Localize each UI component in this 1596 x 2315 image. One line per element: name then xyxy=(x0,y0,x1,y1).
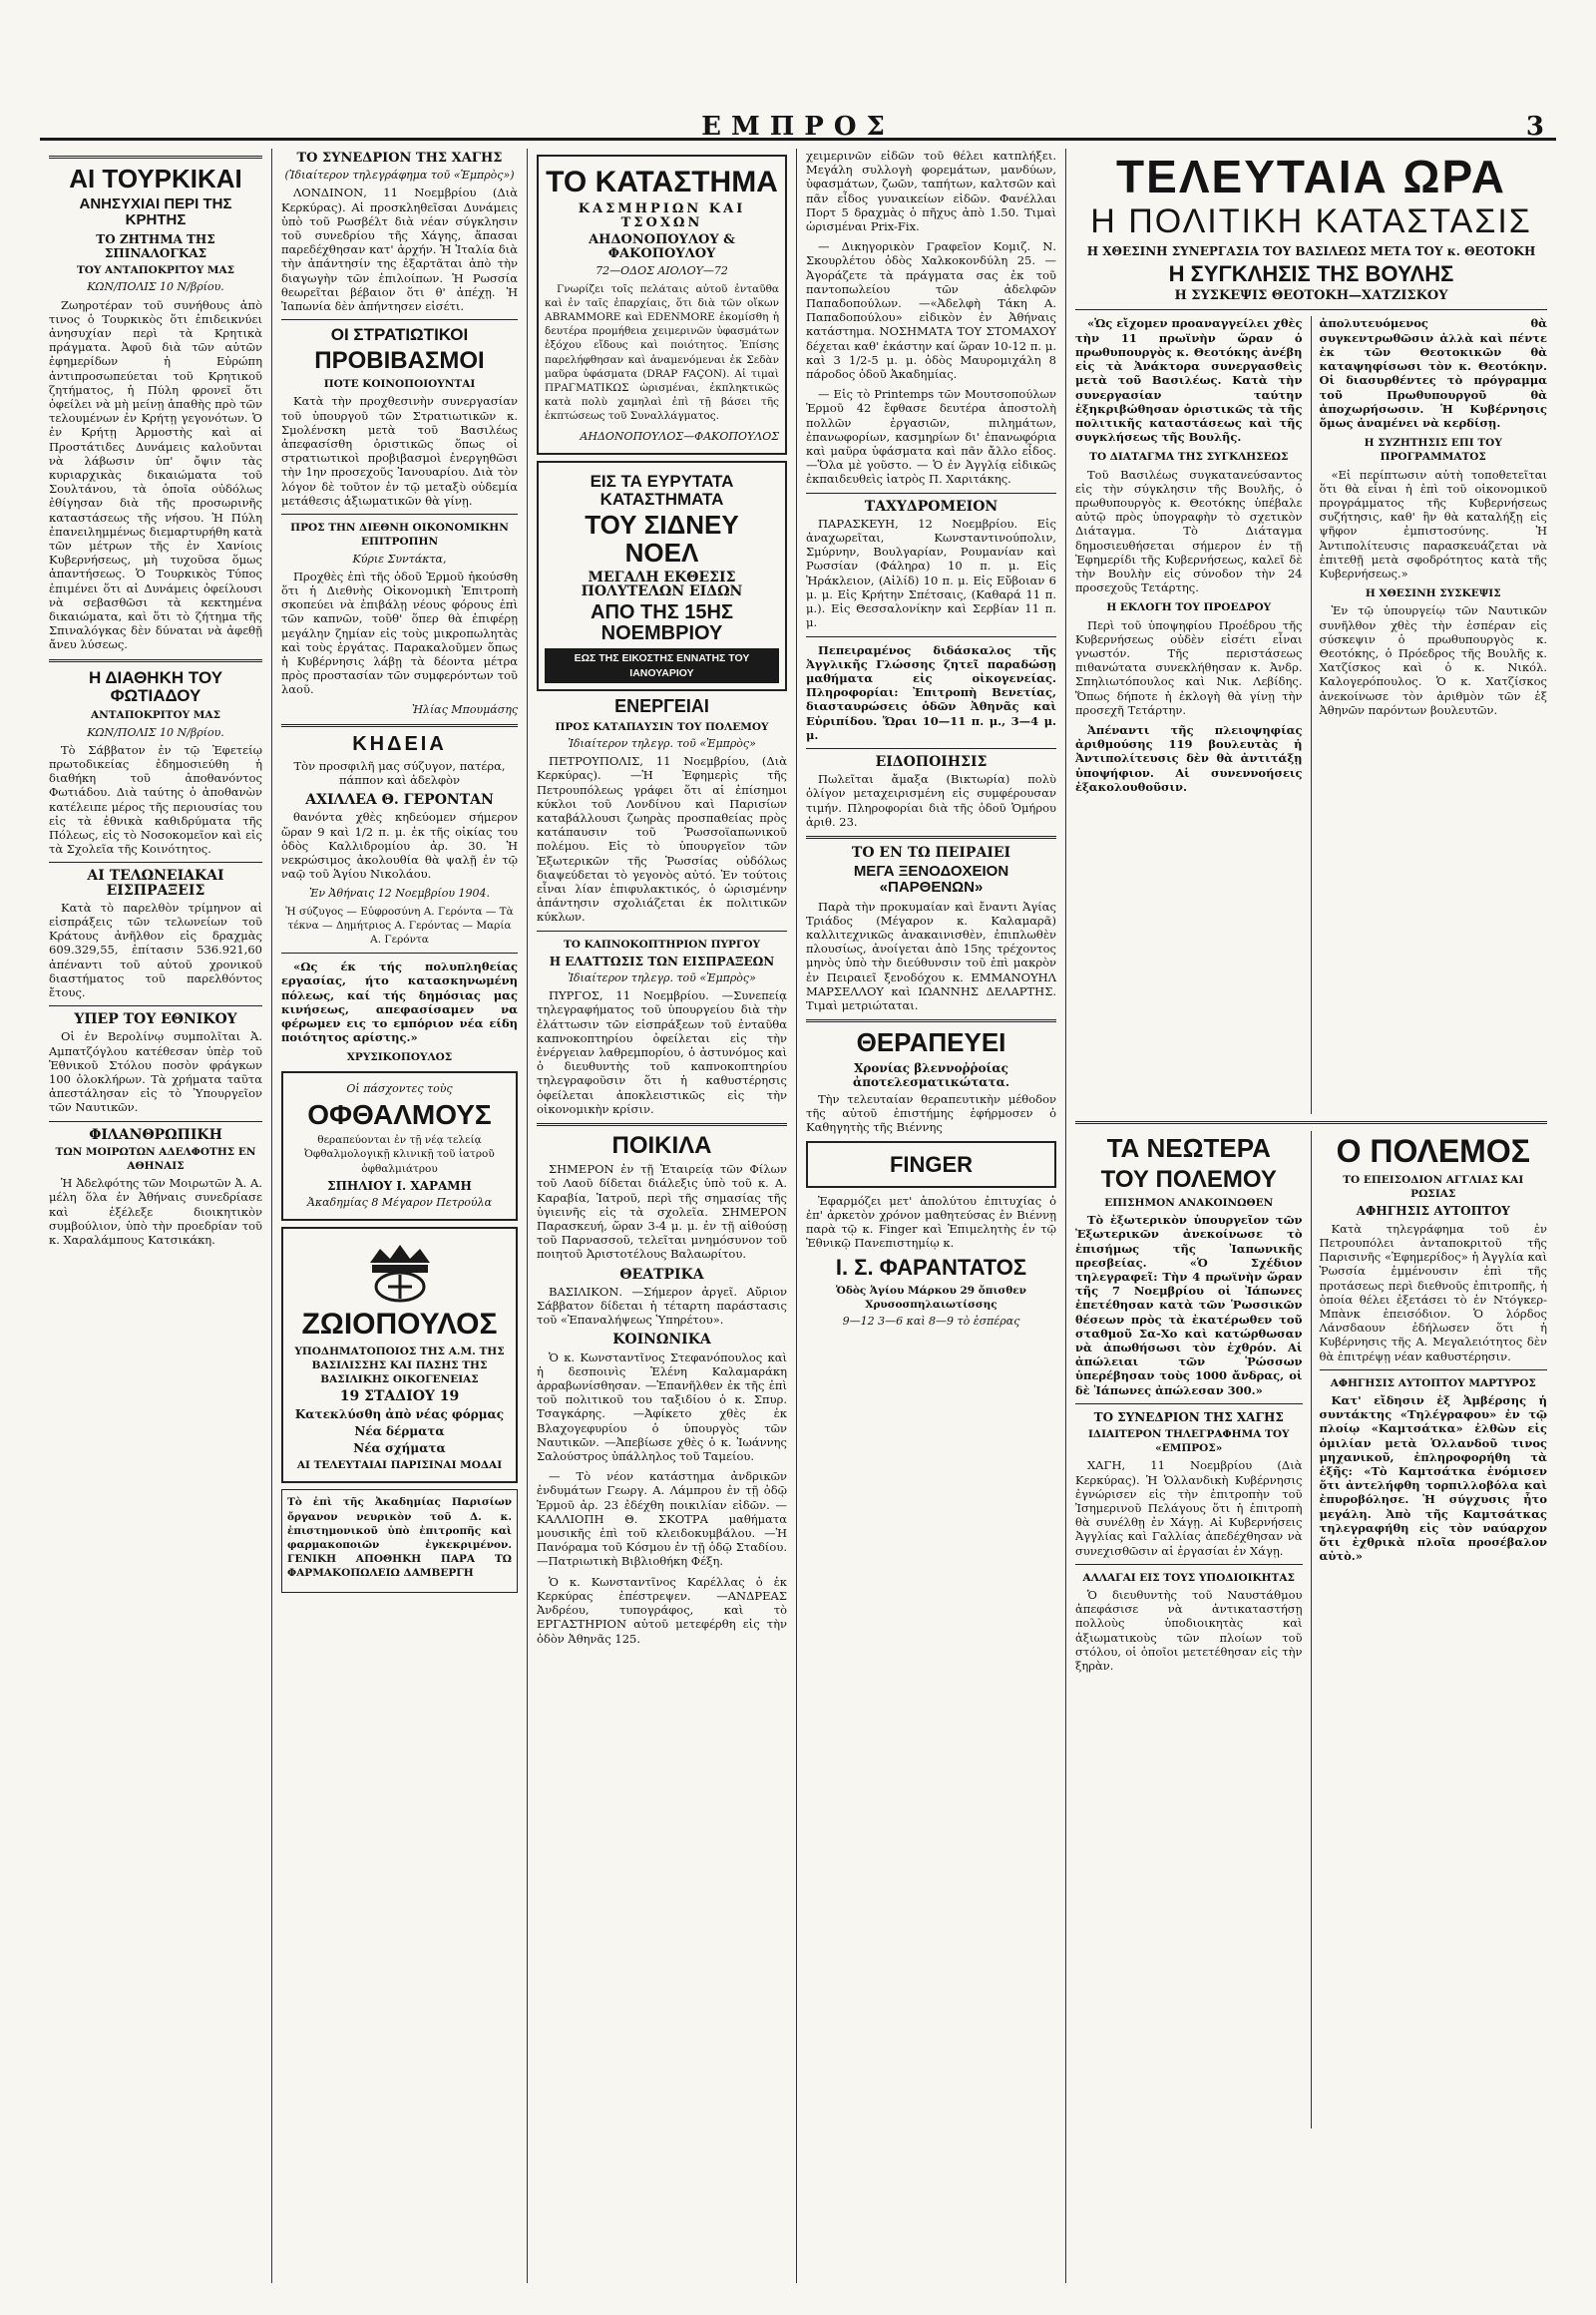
telegram-note: Ἰδιαίτερον τηλεγρ. τοῦ «Ἐμπρὸς» xyxy=(568,736,756,750)
headline-efforts: ΕΝΕΡΓΕΙΑΙ xyxy=(614,695,709,716)
advertisement-text: «Ως έκ τής πολυπληθείας εργασίας, ήτο κατασκηνωμένη πόλεως, καί τής δημόσιας μας κινήσεως, απεφασίσαμεν να φέρωμεν εις το εμπόριον νέα είδη ποιότητος αρίστης.» xyxy=(281,960,518,1045)
ad-signature: ΑΗΔΟΝΟΠΟΥΛΟΣ—ΦΑΚΟΠΟΥΛΟΣ xyxy=(580,429,779,443)
article-body: Κατὰ τὴν προχθεσινὴν συνεργασίαν τοῦ ὑπουργοῦ τῶν Στρατιωτικῶν κ. Σμολένσκη μετὰ τοῦ Βασιλέως ἀπεφασίσθη ὁριστικῶς ὅπως οἱ στρατιωτικοὶ προβιβασμοὶ ἐνεργηθῶσι τὴν 1ην προσεχοῦς Ἰανουαρίου. Διὰ τὸν λόγον δὲ τοῦτον ἐν τῷ μεταξὺ οὐδεμία μετάθεσις ἀξιωματικῶν θὰ γίνῃ. xyxy=(281,394,518,508)
divider xyxy=(281,953,518,954)
funeral-notice: θανόντα χθὲς κηδεύομεν σήμερον ὥραν 9 καὶ 1/2 π. μ. ἐκ τῆς οἰκίας του ὁδὸς Καλλιδρομίου ἀρ. 30. Ἡ νεκρώσιμος ἀκολουθία θὰ ψαλῇ ἐν τῷ ναῷ τοῦ Ἁγίου Νικολάου. xyxy=(281,810,518,882)
headline-national-fund: ΥΠΕΡ ΤΟΥ ΕΘΝΙΚΟΥ xyxy=(74,1011,237,1028)
ad-intro: Οἱ πάσχοντες τοὺς xyxy=(346,1081,453,1095)
article-body: «Ὡς εἴχομεν προαναγγείλει χθὲς τὴν 11 πρωϊνὴν ὥραν ὁ πρωθυπουργὸς κ. Θεοτόκης ἀνέβη εἰς τὰ Ἀνάκτορα συνεργασθεὶς μετὰ τοῦ Βασιλέως. Κατὰ τὴν συνεργασίαν ταύτην ἐξηκριβώθησαν ὁριστικῶς τὰ τῆς πολιτικῆς καταστάσεως καὶ τῆς συγκλήσεως τῆς Βουλῆς. xyxy=(1075,316,1303,445)
headline-miscellany: ΠΟΙΚΙΛΑ xyxy=(611,1132,712,1160)
ad-line: ΑΙ ΤΕΛΕΥΤΑΙΑΙ ΠΑΡΙΣΙΝΑΙ ΜΟΔΑΙ xyxy=(296,1459,503,1472)
telegram-note: (Ἰδιαίτερον τηλεγράφημα τοῦ «Ἐμπρὸς») xyxy=(284,169,515,183)
headline-program-debate: Η ΣΥΖΗΤΗΣΙΣ ΕΠΙ ΤΟΥ ΠΡΟΓΡΑΜΜΑΤΟΣ xyxy=(1364,437,1502,464)
headline-funeral: ΚΗΔΕΙΑ xyxy=(352,732,447,755)
ad-address: 72—ΟΔΟΣ ΑΙΟΛΟΥ—72 xyxy=(596,264,728,278)
advertiser-name: ΧΡΥΣΙΚΟΠΟΥΛΟΣ xyxy=(346,1051,453,1064)
headline-crete: ΑΝΗΣΥΧΙΑΙ ΠΕΡΙ ΤΗΣ ΚΡΗΤΗΣ xyxy=(79,195,232,229)
cashmere-store-ad xyxy=(537,155,787,455)
article-body: Ὁ κ. Κωνσταντῖνος Καρέλλας ὁ ἐκ Κερκύρας ἐπέστρεψεν. —ΑΝΔΡΕΑΣ Ἀνδρέου, τυπογράφος, καὶ τὸ ΕΡΓΑΣΤΗΡΙΟΝ αὐτοῦ μετεφέρθη εἰς τὴν ὁδὸν Ἀθηνᾶς 125. xyxy=(537,1574,787,1646)
article-body: Ζωηροτέραν τοῦ συνήθους ἀπὸ τινος ὁ Τουρκικὸς ὅτι ἐπιδεικνύει ἀνησυχίαν περὶ τὰ Κρητικὰ πράγματα. Ἀφοῦ διὰ τῶν αὐτῶν ἐφημερίδων ἡ Εὐρώπη ἀντιπροσωπεύεται τοῦ Κρητικοῦ ζητήματος, ἡ Πύλη φρονεῖ ὅτι ὀφείλει νὰ μὴ μείνῃ ἀπαθὴς πρὸ τῶν τελουμένων ἐν Κρήτῃ γεγονότων. Ὁ ἐν Κρήτῃ Ἀρμοστὴς καὶ αἱ Προστάτιδες Δυνάμεις καλοῦνται νὰ λάβωσιν ὑπ' ὄψιν τὰς κυριαρχικὰς δικαιώματα τοῦ Σουλτάνου, τὰ ὁποῖα οὐδόλως ἐθίγησαν διὰ τῆς προσωρινῆς καταστάσεως τῆς νήσου. Ἡ Πύλη ἐπανειλημμένως διεμαρτυρήθη κατὰ τῶν μέτρων τῆς ἐν Χανίοις Κυβερνήσεως, μὴ τυχοῦσα ὅμως ἀπαντήσεως. Ὁ Τουρκικὸς Τύπος ἐπιμένει ὅτι αἱ Δυνάμεις ὀφείλουσι νὰ σεβασθῶσι τὰ κεκτημένα δικαιώματα, καὶ ὅτι τὸ ζήτημα τῆς Σπιναλόγκας δὲν δύναται νὰ ἀφεθῇ ἄνευ λύσεως. xyxy=(49,297,262,652)
political-left xyxy=(1075,316,1312,1114)
headline-fotiades-will: Η ΔΙΑΘΗΚΗ ΤΟΥ ΦΩΤΙΑΔΟΥ xyxy=(88,667,223,705)
mourners-list: Ἡ σύζυγος — Εὐφροσύνη Α. Γερόντα — Τὰ τέκνα — Δημήτριος Α. Γερόντας — Μαρία Α. Γερόντα xyxy=(285,905,514,946)
byline: ΑΝΤΑΠΟΚΡΙΤΟΥ ΜΑΣ xyxy=(90,709,220,722)
ad-line: Κατεκλύσθη ἀπὸ νέας φόρμας xyxy=(294,1406,505,1421)
headline-hague-congress: ΤΟ ΣΥΝΕΔΡΙΟΝ ΤΗΣ ΧΑΓΗΣ xyxy=(296,151,503,166)
newspaper-title: ΕΜΠΡΟΣ xyxy=(701,112,895,142)
subheadline: ΤΩΝ ΜΟΙΡΩΤΩΝ ΑΔΕΛΦΟΤΗΣ ΕΝ ΑΘΗΝΑΙΣ xyxy=(55,1145,256,1173)
article-body: ΒΑΣΙΛΙΚΟΝ. —Σήμερον ἀργεῖ. Αὔριον Σάββατον δίδεται ἡ τέταρτη παράστασις τοῦ «Ἐπαναλήψεως Ὑπηρέτου». xyxy=(537,1284,787,1328)
subheadline: ΙΔΙΑΙΤΕΡΟΝ ΤΗΛΕΓΡΑΦΗΜΑ ΤΟΥ «ΕΜΠΡΟΣ» xyxy=(1088,1428,1290,1455)
headline-tobacco-pyrgos: ΤΟ ΚΑΠΝΟΚΟΠΤΗΡΙΟΝ ΠΥΡΓΟΥ xyxy=(563,938,761,951)
headline-philanthropic: ΦΙΛΑΝΘΡΩΠΙΚΗ xyxy=(89,1126,222,1143)
headline-president-election: Η ΕΚΛΟΓΗ ΤΟΥ ΠΡΟΕΔΡΟΥ xyxy=(1106,601,1272,614)
doctor-address: Ἀκαδημίας 8 Μέγαρον Πετρούλα xyxy=(306,1196,493,1209)
dateline: ΚΩΝ/ΠΟΛΙΣ 10 Ν/βρίου. xyxy=(87,725,224,739)
column-3 xyxy=(528,149,797,2283)
article-body: ΠΥΡΓΟΣ, 11 Νοεμβρίου. —Συνεπείᾳ τηλεγραφήματος τοῦ ὑπουργείου διὰ τὴν ἐλάττωσιν τῶν εἰσπράξεων τοῦ ἐνταῦθα καπνοκοπτηρίου ὀφείλεται εἰς τὴν ἐνέργειαν λαθρεμπορίου, ὁ ἀστυνόμος καὶ ὁ διευθυντὴς τοῦ καπνοκοπτηρίου τηλεγραφοῦσιν ὅτι ἡ καθυστέρησις ὀφείλεται ἀποκλειστικῶς εἰς τὴν οἰκονομικὴν κρίσιν. xyxy=(537,988,787,1116)
divider xyxy=(49,156,262,159)
article-body: Τοῦ Βασιλέως συγκατανεύσαντος εἰς τὴν σύγκλησιν τῆς Βουλῆς, ὁ πρωθυπουργὸς κ. Θεοτόκης ὑπέβαλε αὐτῷ πρὸς ὑπογραφὴν τὸ σχετικὸν Διάταγμα. Τὸ Διάταγμα δημοσιευθήσεται σήμερον ἐν τῇ Ἐφημερίδι τῆς Κυβερνήσεως, καλεῖ δὲ τὴν Βουλὴν εἰς σύνοδον τὴν 24 προσεχοῦς Τετάρτης. xyxy=(1075,467,1303,595)
article-body: Ἡ Ἀδελφότης τῶν Μοιρωτῶν Ἀ. Α. μέλη ὅλα ἐν Ἀθήναις συνεδρίασε καὶ ἐξέλεξε διοικητικὸν συμβούλιον, ὑπὸ τὴν προεδρίαν τοῦ κ. Χαραλάμπους Κατσικάκη. xyxy=(49,1176,262,1248)
ad-line: Νέα σχήματα xyxy=(353,1440,446,1455)
article-body: ΣΗΜΕΡΟΝ ἐν τῇ Ἑταιρείᾳ τῶν Φίλων τοῦ Λαοῦ δίδεται διάλεξις ὑπὸ τοῦ κ. Α. Καραβία, Ἰατροῦ, περὶ τῆς σημασίας τῆς ὑγιεινῆς εἰς τὰ σχολεῖα. ΣΗΜΕΡΟΝ Παρασκευή, ὥραν 3-4 μ. μ. ἐν τῇ αἰθούσῃ τοῦ Παρνασσοῦ, τελεῖται μνημόσυνον τοῦ ποιητοῦ Ἀριστοτέλους Βαλαωρίτου. xyxy=(537,1162,787,1262)
divider xyxy=(49,659,262,662)
divider xyxy=(806,1019,1056,1022)
article-body: Τὸ ἐξωτερικὸν ὑπουργεῖον τῶν Ἐξωτερικῶν ἀνεκοίνωσε τὸ ἐπισήμως τῆς Ἰαπωνικῆς πρεσβείας. «Ὁ Σχέδιον τηλεγραφεῖ: Τὴν 4 πρωϊνὴν ὥραν τῆς 7 Νοεμβρίου οἱ Ἰάπωνες ἐπετέθησαν κατὰ τῶν Ῥωσσικῶν θέσεων πρὸς τὰ ἐκατέρωθεν τοῦ σταθμοῦ Σα-Χο καὶ κατώρθωσαν νὰ ἀπωθήσωσι τὸν ἐχθρόν. Αἱ ἀπώλειαι τῶν Ῥώσσων ὑπερέβησαν τοὺς 1000 ἄνδρας, οἱ δὲ Ἰάπωνες ἀπώλεσαν 300.» xyxy=(1075,1213,1303,1397)
headline-cures: ΘΕΡΑΠΕΥΕΙ xyxy=(856,1027,1006,1058)
headline-customs-revenue: ΑΙ ΤΕΛΩΝΕΙΑΚΑΙ ΕΙΣΠΡΑΞΕΙΣ xyxy=(87,868,224,899)
ad-body: Γνωρίζει τοῖς πελάταις αὐτοῦ ἐνταῦθα καὶ ἐν ταῖς ἐπαρχίαις, ὅτι διὰ τῶν οἴκων ABRAMMORE καὶ EDENMORE ἐκομίσθη ἡ δευτέρα προμήθεια χειμερινῶν ὑφασμάτων ἐξόχου εἴδους καὶ ποιότητος. Ἐπίσης παρελήφθησαν καὶ ἀναμενόμεναι ἐκ Σεδὰν μαῦρα ὑφάσματα (DRAP FAÇON). Αἱ τιμαὶ ΠΡΑΓΜΑΤΙΚΩΣ ὡρισμέναι, ἐκπληκτικῶς κατὰ πολὺ χαμηλαὶ ἐπὶ τῇ βάσει τῆς ἐκπτώσεως τοῦ Συναλλάγματος. xyxy=(545,282,779,423)
divider xyxy=(806,748,1056,749)
divider xyxy=(1075,309,1547,310)
headline-last-hour: ΤΕΛΕΥΤΑΙΑ ΩΡΑ xyxy=(1116,151,1506,202)
deceased-name: ΑΧΙΛΛΕΑ Θ. ΓΕΡΟΝΤΑΝ xyxy=(305,792,494,809)
doctor-address: Ὁδὸς Ἁγίου Μάρκου 29 ὄπισθεν Χρυσοσπηλαιωτίσσης xyxy=(836,1284,1026,1311)
royal-crest-icon xyxy=(360,1241,440,1303)
headline-eyewitness: ΑΦΗΓΗΣΙΣ ΑΥΤΟΠΤΟΥ xyxy=(1356,1204,1510,1219)
war-right xyxy=(1312,1131,1548,2128)
professor-name: FINGER xyxy=(889,1151,974,1177)
divider xyxy=(806,493,1056,494)
subheadline: ΠΟΤΕ ΚΟΙΝΟΠΟΙΟΥΝΤΑΙ xyxy=(323,378,476,391)
article-body: ΧΑΓΗ, 11 Νοεμβρίου (Διὰ Κερκύρας). Ἡ Ὁλλανδικὴ Κυβέρνησις ἐγνώρισεν εἰς τὴν ἐπιτροπὴν τοῦ Ἰσημερινοῦ Πελάγους ὅτι ἡ ἐπιτροπὴ θὰ συνέλθῃ ἐν Χάγῃ. Αἱ Κυβερνήσεις Ἀγγλίας καὶ Γαλλίας ἀπεδέχθησαν νὰ συνεχισθῶσιν αἱ ἐργασίαι ἐν Χάγῃ. xyxy=(1075,1458,1303,1558)
ad-subtitle: ΚΑΣΜΗΡΙΩΝ ΚΑΙ ΤΣΟΧΩΝ xyxy=(578,200,746,230)
headline-parthenon-hotel: ΜΕΓΑ ΞΕΝΟΔΟΧΕΙΟΝ «ΠΑΡΘΕΝΩΝ» xyxy=(853,863,1009,896)
article-body: Ὁ κ. Κωνσταντῖνος Στεφανόπουλος καὶ ἡ δεσποινὶς Ἑλένη Καλαμαράκη ἀρραβωνίσθησαν. —Ἐπανῆλθεν ἐκ τῆς ἐπὶ τοῦ πολιτικοῦ του ταξιδίου ὁ κ. Σπυρ. Τσαγκάρης. —Ἀφίκετο χθὲς ἐκ Βλαχογεφυρίου ὁ ὑπουργὸς τῶν Ναυτικῶν. —Ἀπεβίωσε χθὲς ὁ κ. Ἰωάννης Σαλούστρος ὑπάλληλος τοῦ Ταμείου. xyxy=(537,1350,787,1464)
ad-store-name: ΤΟΥ ΣΙΔΝΕΥ ΝΟΕΛ xyxy=(585,510,739,568)
article-body: Πωλεῖται ἄμαξα (Βικτωρία) πολὺ ὀλίγον μεταχειρισμένη εἰς συμφέρουσαν τιμήν. Πληροφορίαι διὰ τῆς ὁδοῦ Ὁμήρου ἀριθ. 23. xyxy=(806,772,1056,829)
divider xyxy=(1320,1369,1548,1370)
ad-subtitle: ΥΠΟΔΗΜΑΤΟΠΟΙΟΣ ΤΗΣ Α.Μ. ΤΗΣ ΒΑΣΙΛΙΣΣΗΣ ΚΑΙ ΠΑΣΗΣ ΤΗΣ ΒΑΣΙΛΙΚΗΣ ΟΙΚΟΓΕΝΕΙΑΣ xyxy=(294,1345,505,1386)
pharmacy-ad xyxy=(281,1489,518,1592)
article-body: Κατ' εἴδησιν ἐξ Ἀμβέρσης ἡ συντάκτης «Τηλέγραφου» ἐν τῷ πλοίῳ «Καμτσάτκα» ἐλθὼν εἰς ὁμιλίαν μετὰ Ὁλλανδοῦ τινος μηχανικοῦ, ἐπληροφορήθη τὰ ἑξῆς: «Τὸ Καμτσάτκα ἐνόμισεν ὅτι ἀντελήφθη τορπιλλοβόλα καὶ ἐπυροβόλησε. Ἡ σύγχυσις ἦτο μεγάλη. Ἀπὸ τῆς Καμτσάτκας τηλεγραφήθη εἰς τὸν ναύαρχον ὅτι ἐχθρικὰ πλοῖα προσέβαλον αὐτὸ.» xyxy=(1319,1392,1547,1564)
article-body: Περὶ τοῦ ὑποψηφίου Προέδρου τῆς Κυβερνήσεως οὐδὲν εἰσέτι εἶναι γνωστόν. Τῆς περιστάσεως πιθανώτατα συνεκλήθησαν κ. Ἀνδρ. Σπηλιωτόπουλος καὶ Νικ. Λεβίδης. Ὅπως δήποτε ἡ ἐκλογὴ θὰ γίνῃ τὴν προσεχῆ Τετάρτην. xyxy=(1075,617,1303,717)
funeral-date: Ἐν Ἀθήναις 12 Νοεμβρίου 1904. xyxy=(308,887,491,901)
headline-end-of-war: ΠΡΟΣ ΚΑΤΑΠΑΥΣΙΝ ΤΟΥ ΠΟΛΕΜΟΥ xyxy=(555,720,769,733)
column-5 xyxy=(1066,149,1556,2283)
headline-piraeus: ΤΟ ΕΝ ΤΩ ΠΕΙΡΑΙΕΙ xyxy=(851,844,1011,861)
headline-postal: ΤΑΧΥΔΡΟΜΕΙΟΝ xyxy=(864,498,998,515)
political-right xyxy=(1312,316,1548,1114)
funeral-intro: Τὸν προσφιλῆ μας σύζυγον, πατέρα, πάππον καὶ ἀδελφὸν xyxy=(293,758,506,787)
doctor-name: ΣΠΗΛΙΟΥ Ι. ΧΑΡΑΜΗ xyxy=(327,1178,472,1193)
doctor-name: Ι. Σ. ΦΑΡΑΝΤΑΤΟΣ xyxy=(835,1255,1027,1281)
article-body: χειμερινῶν εἰδῶν τοῦ θέλει κατπλήξει. Μεγάλη συλλογὴ φορεμάτων, μανδύων, ὑφασμάτων, ζωῶν, ταπήτων, καλτσῶν καὶ πᾶν εἶδος γυναικείων εἰδῶν. Φανέλλαι Πορτ 5 δραχμὰς ὁ πῆχυς ἀπὸ 1.50. Τιμαὶ ὡρισμέναι Prix-Fix. xyxy=(806,149,1056,234)
article-body: — Εἰς τὸ Printemps τῶν Μουτσοπούλων Ἑρμοῦ 42 ἔφθασε δευτέρα ἀποστολὴ πολλῶν ἐργασιῶν, πιλημάτων, ἐπανωφορίων, κασμηρίων δι' ἐπανωφόρια καὶ μαῦρα ὑφάσματα καὶ πᾶν ἄλλο εἶδος. —Ὅλα μὲ γοῦστο. — Ὁ ἐν Ἀγγλίᾳ εἰδικῶς ἐκπαιδευθεὶς ἰατρὸς Π. Χαριτάκης. xyxy=(806,387,1056,487)
headline-latest: ΤΑ ΝΕΩΤΕΡΑ xyxy=(1106,1133,1271,1164)
divider xyxy=(49,862,262,863)
article-body: Κατὰ τηλεγράφημα τοῦ ἐν Πετρουπόλει ἀνταποκριτοῦ τῆς Παρισινῆς «Ἐφημερίδος» ἡ Ἀγγλία καὶ Ῥωσσία ἐμμένουσιν ἐπὶ τῆς προτάσεως περὶ διεθνοῦς ἐπιτροπῆς, ἡ ὁποία θέλει ἐξετάσει τὸ ἐν Ντόγκερ-Μπὰνκ ἐπεισόδιον. Ὁ λόρδος Λάνσδαουν ἐδήλωσεν ὅτι ἡ Κυβέρνησις τῆς Α. Μεγαλειότητος δὲν θὰ ἐπιτρέψῃ νέαν καθυστέρησιν. xyxy=(1319,1221,1547,1363)
ad-headline-store: ΤΟ ΚΑΤΑΣΤΗΜΑ xyxy=(546,166,778,198)
letter-signature: Ἠλίας Μπουμάσης xyxy=(412,702,518,716)
article-body: Ἀπέναντι τῆς πλειοψηφίας ἀριθμούσης 119 βουλευτὰς ἡ Ἀντιπολίτευσις δὲν θὰ ἀντιτάξῃ ὑποψήφιον. Αἱ συνεννοήσεις ἐξακολουθοῦσιν. xyxy=(1075,722,1303,794)
doctor-hours: 9—12 3—6 καὶ 8—9 τὸ ἑσπέρας xyxy=(842,1314,1020,1328)
finger-box xyxy=(806,1141,1056,1188)
article-body: Ἐν τῷ ὑπουργείῳ τῶν Ναυτικῶν συνῆλθον χθὲς τὴν ἑσπέραν εἰς σύσκεψιν ὁ πρωθυπουργὸς κ. Θεοτόκης, ὁ Πρόεδρος τῆς Βουλῆς κ. Χατζίσκος καὶ ὁ κ. Νικόλ. Καλογερόπουλος. Ὁ κ. Χατζίσκος ἀνεκοίνωσε τὸν ἀριθμὸν τῶν ἐξ Ἀθηνῶν παρόντων βουλευτῶν. xyxy=(1319,603,1547,717)
sidney-noel-ad xyxy=(537,461,787,691)
divider xyxy=(281,319,518,320)
shop-address: 19 ΣΤΑΔΙΟΥ 19 xyxy=(339,1388,460,1405)
ad-body: θεραπεύονται ἐν τῇ νέᾳ τελείᾳ Ὀφθαλμολογικῇ κλινικῇ τοῦ ἰατροῦ ὀφθαλμιάτρου xyxy=(304,1134,495,1175)
letter-salutation: Κύριε Συντάκτα, xyxy=(352,552,447,566)
political-split xyxy=(1075,316,1547,1114)
war-split xyxy=(1075,1131,1547,2128)
headline-anglo-russian: ΤΟ ΕΠΕΙΣΟΔΙΟΝ ΑΓΓΛΙΑΣ ΚΑΙ ΡΩΣΙΑΣ xyxy=(1343,1174,1524,1201)
ad-line: Νέα δέρματα xyxy=(354,1423,445,1438)
headline-the-war: Ο ΠΟΛΕΜΟΣ xyxy=(1336,1133,1530,1170)
headline-financial-commission: ΠΡΟΣ ΤΗΝ ΔΙΕΘΝΗ ΟΙΚΟΝΟΜΙΚΗΝ ΕΠΙΤΡΟΠΗΝ xyxy=(290,522,509,549)
headline-political-situation: Η ΠΟΛΙΤΙΚΗ ΚΑΤΑΣΤΑΣΙΣ xyxy=(1090,202,1532,241)
divider xyxy=(281,724,518,727)
article-body: Ὁ διευθυντὴς τοῦ Ναυστάθμου ἀπεφάσισε νὰ ἀντικαταστήσῃ πολλοὺς ὑποδιοικητὰς καὶ ἀξιωματικοὺς τῶν πλοίων τοῦ στόλου, οἱ ὁποῖοι μετετέθησαν εἰς τὴν ξηρὰν. xyxy=(1075,1588,1303,1674)
article-body: ΛΟΝΔΙΝΟΝ, 11 Νοεμβρίου (Διὰ Κερκύρας). Αἱ προσκληθεῖσαι Δυνάμεις ὑπὸ τοῦ Ρωσβέλτ διὰ νέαν σύγκλησιν τοῦ συνεδρίου τῆς Χάγης, ἅπασαι παρεδέχθησαν κατ' ἀρχήν. Ἡ Ἰταλία διὰ τὴν ἀπάντησίν της ἐξαρτᾶται ἀπὸ τὴν διαγωγὴν τῶν ἐπιλοίπων. Ἡ Ρωσσία θεωρεῖται βέβαιον ὅτι θ' ἀπέχῃ. Ἡ Ἰαπωνία δὲν ἀπήντησεν εἰσέτι. xyxy=(281,186,518,314)
article-body: Τὸ Σάββατον ἐν τῷ Ἐφετείῳ πρωτοδικείας ἐδημοσιεύθη ἡ διαθήκη τοῦ ἀποθανόντος Φωτιάδου. Διὰ ταύτης ὁ ἀποθανὼν κατέλειπε μέρος τῆς περιουσίας του εἰς τὰ ἐθνικὰ καθιδρύματα τῆς Πόλεως, εἰς τὸ Νοσοκομεῖον καὶ εἰς τὰ Σχολεῖα τῆς Κοινότητος. xyxy=(49,742,262,857)
headline-sub-commanders: ΑΛΛΑΓΑΙ ΕΙΣ ΤΟΥΣ ΥΠΟΔΙΟΙΚΗΤΑΣ xyxy=(1082,1571,1295,1584)
headline-revenue-decline: Η ΕΛΑΤΤΩΣΙΣ ΤΩΝ ΕΙΣΠΡΑΞΕΩΝ xyxy=(549,954,775,968)
ad-date: ΑΠΟ ΤΗΣ 15ΗΣ ΝΟΕΜΒΡΙΟΥ xyxy=(591,601,733,645)
byline: ΤΟΥ ΑΝΤΑΠΟΚΡΙΤΟΥ ΜΑΣ xyxy=(76,264,235,277)
headline-turkish-concerns: ΑΙ ΤΟΥΡΚΙΚΑΙ xyxy=(69,164,242,193)
article-body: ἀπολυτευόμενος θὰ συγκεντρωθῶσιν ἀλλὰ καὶ πέντε ἐκ τῶν Θεοτοκικῶν θὰ καταψηφίσωσι τὸν κ. Θεοτόκην. Οἱ διασυρθέντες τὸ πρόγραμμα τοῦ Πρωθυπουργοῦ θὰ ἀποχωρήσωσιν. Ἡ Κυβέρνησις ὅμως ἀναμένει νὰ κερδίσῃ. xyxy=(1319,316,1547,430)
headline-hague: ΤΟ ΣΥΝΕΔΡΙΟΝ ΤΗΣ ΧΑΓΗΣ xyxy=(1093,1409,1284,1424)
headline-of-war: ΤΟΥ ΠΟΛΕΜΟΥ xyxy=(1100,1165,1277,1193)
divider xyxy=(1075,1403,1303,1404)
headline-parliament-convened: Η ΣΥΓΚΛΗΣΙΣ ΤΗΣ ΒΟΥΛΗΣ xyxy=(1168,261,1454,287)
column-4 xyxy=(797,149,1066,2283)
headline-spinalonga: ΤΟ ΖΗΤΗΜΑ ΤΗΣ ΣΠΙΝΑΛΟΓΚΑΣ xyxy=(96,231,215,260)
article-body: ΠΕΤΡΟΥΠΟΛΙΣ, 11 Νοεμβρίου, (Διὰ Κερκύρας). —Ἡ Ἐφημερὶς τῆς Πετρουπόλεως γράφει ὅτι αἱ ἐπίσημοι κύκλοι τοῦ Λονδίνου καὶ Παρισίων καταβάλλουσι ζωηρὰς προσπαθείας πρὸς κατάπαυσιν τοῦ Ῥωσσοϊαπωνικοῦ πολέμου. Εἰς τὸ ὑπουργεῖον τῶν Ἐξωτερικῶν τῆς Ῥωσσίας οὐδόλως διαψεύδεται τὸ γεγονὸς αὐτό. Ἐν τούτοις εἶναι λίαν ἐπιφυλακτικός, ὁ ὡρισμένην ἀπάντησιν σχολιάζεται ἐκ πολιτικῶν κύκλων. xyxy=(537,754,787,925)
article-body: — Τὸ νέον κατάστημα ἀνδρικῶν ἐνδυμάτων Γεωργ. Α. Λάμπρου ἐν τῇ ὁδῷ Ἑρμοῦ ἀρ. 23 ἐδέχθη ποικιλίαν εἰδῶν. —ΚΑΛΛΙΟΠΗ Θ. ΣΚΟΤΡΑ μαθήματα μουσικῆς ἐπὶ τοῦ κλειδοκυμβάλου. —Ἡ Πανόραμα τοῦ Κόσμου ἐν τῇ ὁδῷ Σταδίου. —Πατριωτικὴ Βιβλιοθήκη Φέξη. xyxy=(537,1469,787,1569)
divider xyxy=(806,836,1056,839)
headline-eyewitness-account: ΑΦΗΓΗΣΙΣ ΑΥΤΟΠΤΟΥ ΜΑΡΤΥΡΟΣ xyxy=(1330,1376,1536,1389)
headline-notice: ΕΙΔΟΠΟΙΗΣΙΣ xyxy=(875,753,988,770)
divider xyxy=(1075,1564,1303,1565)
headline-theatre: ΘΕΑΤΡΙΚΑ xyxy=(619,1266,704,1283)
divider xyxy=(281,514,518,515)
page-number: 3 xyxy=(1525,112,1544,142)
divider xyxy=(49,1005,262,1006)
article-body: Προχθὲς ἐπὶ τῆς ὁδοῦ Ἑρμοῦ ἠκούσθη ὅτι ἡ Διεθνὴς Οἰκονομικὴ Ἐπιτροπὴ σκοπεύει νὰ ἐπιβάλῃ νέους φόρους ἐπὶ τῶν καπνῶν, τοῦθ' ὅπερ θὰ ἐπιφέρῃ μεγάλην ζημίαν εἰς τοὺς μικροπωλητὰς καὶ τοὺς ἐργάτας. Παρακαλοῦμεν ὅπως ἡ Κυβέρνησις λάβῃ τὰ δέοντα μέτρα πρὸς προστασίαν τῶν συμφερόντων τοῦ λαοῦ. xyxy=(281,569,518,697)
headline-yesterday-meeting: Η ΧΘΕΣΙΝΗ ΣΥΣΚΕΨΙΣ xyxy=(1365,587,1501,600)
ad-banner: ΕΩΣ ΤΗΣ ΕΙΚΟΣΤΗΣ ΕΝΝΑΤΗΣ ΤΟΥ ΙΑΝΟΥΑΡΙΟΥ xyxy=(545,648,779,682)
headline-decree: ΤΟ ΔΙΑΤΑΓΜΑ ΤΗΣ ΣΥΓΚΛΗΣΕΩΣ xyxy=(1089,451,1289,464)
article-body: — Δικηγορικὸν Γραφεῖον Κομιζ. Ν. Σκουρλέτου ὁδὸς Χαλκοκονδύλη 25. — Ἀγοράζετε τὰ πράγματα σας ἐκ τοῦ παντοπωλείου τῶν ἀδελφῶν Παπαδοπούλων. —«Ἀδελφὴ Τάκη Α. Παπαδοπούλου» εἰδικὸν ἐν Ἀθήναις κατάστημα. ΝΟΣΗΜΑΤΑ ΤΟΥ ΣΤΟΜΑΧΟΥ δέχεται καθ' ἑκάστην καί ὥραν 10-12 π. μ. καὶ 3 1/2-5 μ. μ. ὁδὸς Μαυρομιχάλη 8 πάροδος ὁδοῦ Ἀκαδημίας. xyxy=(806,239,1056,382)
ad-owners: ΑΗΔΟΝΟΠΟΥΛΟΥ & ΦΑΚΟΠΟΥΛΟΥ xyxy=(589,231,735,262)
headline-king-meeting: Η ΧΘΕΣΙΝΗ ΣΥΝΕΡΓΑΣΙΑ ΤΟΥ ΒΑΣΙΛΕΩΣ ΜΕΤΑ ΤΟΥ κ. ΘΕΟΤΟΚΗ xyxy=(1086,243,1536,258)
article-body: Οἱ ἐν Βερολίνῳ συμπολῖται Ἀ. Αμπατζόγλου κατέθεσαν ὑπὲρ τοῦ Ἐθνικοῦ Στόλου ποσὸν φράγκων 100 ὁλοκλήρων. Τὰ χρήματα ταῦτα ἀπεστάλησαν εἰς τὸ Ὑπουργεῖον τῶν Ναυτικῶν. xyxy=(49,1029,262,1115)
article-body: Παρὰ τὴν προκυμαίαν καὶ ἔναντι Ἁγίας Τριάδος (Μέγαρον κ. Καλαμαρᾶ) καλλιτεχνικῶς ἀνακαινισθὲν, ἐπιπλωθὲν πλουσίως, ἀνοίγεται ἀπὸ 15ης τρέχοντος μηνὸς ὑπὸ τὴν διεύθυνσιν τοῦ ἐπὶ μακρὸν ἐν Πειραιεῖ ξενοδόχου κ. ΕΜΜΑΝΟΥΗΛ ΜΑΡΣΕΛΛΟΥ καὶ ΙΩΑΝΝΗΣ ΔΕΛΑΡΤΗΣ. Τιμαὶ μετριώταται. xyxy=(806,899,1056,1013)
headline-consultation: Η ΣΥΣΚΕΨΙΣ ΘΕΟΤΟΚΗ—ΧΑΤΖΙΣΚΟΥ xyxy=(1174,288,1448,304)
article-body: ΠΑΡΑΣΚΕΥΗ, 12 Νοεμβρίου. Εἰς ἀναχωρεῖται, Κωνσταντινούπολιν, Σμύρνην, Βουλγαρίαν, Ρουμανίαν καὶ Ρωσσίαν (Φάληρα) 10 π. μ. Εἰς Ἠράκλειον, (Αἰλίδ) 10 π. μ. Εἰς Εὔβοιαν 6 μ. μ. Εἰς Κρήτην Σπέτσαις, (Καθαρά 11 π. μ.). Εἰς Θεσσαλονίκην καὶ Σερβίαν 11 π. μ. xyxy=(806,516,1056,630)
divider xyxy=(49,1121,262,1122)
divider xyxy=(537,931,787,932)
article-body: Ἐφαρμόζει μετ' ἀπολύτου ἐπιτυχίας ὁ ἐπ' ἀρκετὸν χρόνον μαθητεύσας ἐν Βιέννῃ παρὰ τῷ κ. Finger καὶ Ἐπιμελητὴς ἐν τῷ Ἐθνικῷ Πανεπιστημίῳ κ. xyxy=(806,1193,1056,1251)
dateline: ΚΩΝ/ΠΟΛΙΣ 10 Ν/βρίου. xyxy=(87,280,224,294)
columns xyxy=(40,149,1556,2283)
subheadline: ΕΠΙΣΗΜΟΝ ΑΝΑΚΟΙΝΩΘΕΝ xyxy=(1104,1196,1274,1209)
ad-line: ΕΙΣ ΤΑ ΕΥΡΥΤΑΤΑ ΚΑΤΑΣΤΗΜΑΤΑ xyxy=(590,471,734,509)
ad-headline-eyes: ΟΦΘΑΛΜΟΥΣ xyxy=(307,1098,492,1130)
ophthalmology-ad xyxy=(281,1071,518,1222)
masthead xyxy=(40,0,1556,141)
subheadline: Χρονίας βλεννοῤῥοίας ἀποτελεσματικώτατα. xyxy=(852,1060,1010,1089)
shoemaker-ad xyxy=(281,1227,518,1483)
article-body: Πεπειραμένος διδάσκαλος τῆς Ἀγγλικῆς Γλώσσης ζητεῖ παραδώσῃ μαθήματα εἰς οἰκογενείας. Πληροφορίαι: Ἐπιτροπὴ Βενετίας, διασταυρώσεις ὁδῶν Ἀθηνᾶς καὶ Εὐριπίδου. Ὥραι 10—11 π. μ., 3—4 μ. μ. xyxy=(806,642,1056,742)
column-2 xyxy=(272,149,528,2283)
ad-headline-zoiopoulos: ΖΩΙΟΠΟΥΛΟΣ xyxy=(301,1308,498,1342)
telegram-note: Ἰδιαίτερον τηλεγρ. τοῦ «Ἐμπρὸς» xyxy=(568,970,756,984)
column-1 xyxy=(40,149,272,2283)
headline-military: ΟΙ ΣΤΡΑΤΙΩΤΙΚΟΙ xyxy=(330,325,469,345)
headline-social: ΚΟΙΝΩΝΙΚΑ xyxy=(612,1332,711,1349)
divider xyxy=(1075,1121,1547,1124)
pharmacy-ad-text: Τὸ ἐπὶ τῆς Ἀκαδημίας Παρισίων ὄργανον νευρικὸν τοῦ Δ. κ. ἐπιστημονικοῦ ὑπὸ ἐπιτροπῆς καὶ φαρμακοποιῶν ἐγκεκριμένον. ΓΕΝΙΚΗ ΑΠΟΘΗΚΗ ΠΑΡΑ ΤΩ ΦΑΡΜΑΚΟΠΩΛΕΙΩ ΔΑΜΒΕΡΓΗ xyxy=(287,1496,512,1580)
article-body: «Εἰ περίπτωσιν αὐτὴ τοποθετεῖται ὅτι θὰ εἶναι ἡ ἐπὶ τοῦ οἰκονομικοῦ προγράμματος τῆς Κυβερνήσεως συζήτησις, καθ' ἣν θὰ καταλήξῃ εἰς ψῆφον ἐμπιστοσύνης. Ἡ Ἀντιπολίτευσις παρασκευάζεται νὰ ἐπιτεθῇ μετὰ σφοδρότητος κατὰ τῆς Κυβερνήσεως.» xyxy=(1319,467,1547,580)
divider xyxy=(537,1123,787,1126)
article-body: Κατὰ τὸ παρελθὸν τρίμηνον αἱ εἰσπράξεις τῶν τελωνείων τοῦ Κράτους ἀνῆλθον εἰς δραχμὰς 609.329,55, ἐπίτασιν 536.921,60 ἀπέναντι τοῦ αὐτοῦ χρονικοῦ διαστήματος τοῦ παρελθόντος ἔτους. xyxy=(49,900,262,1000)
ad-line: ΜΕΓΑΛΗ ΕΚΘΕΣΙΣ ΠΟΛΥΤΕΛΩΝ ΕΙΔΩΝ xyxy=(581,570,743,600)
divider xyxy=(806,636,1056,637)
war-left xyxy=(1075,1131,1312,2128)
headline-promotions: ΠΡΟΒΙΒΑΣΜΟΙ xyxy=(314,347,485,375)
article-body: Τὴν τελευταίαν θεραπευτικὴν μέθοδον τῆς αὐτοῦ ἐπιστήμης ἐφήρμοσεν ὁ Καθηγητὴς τῆς Βιέννης xyxy=(806,1091,1056,1135)
